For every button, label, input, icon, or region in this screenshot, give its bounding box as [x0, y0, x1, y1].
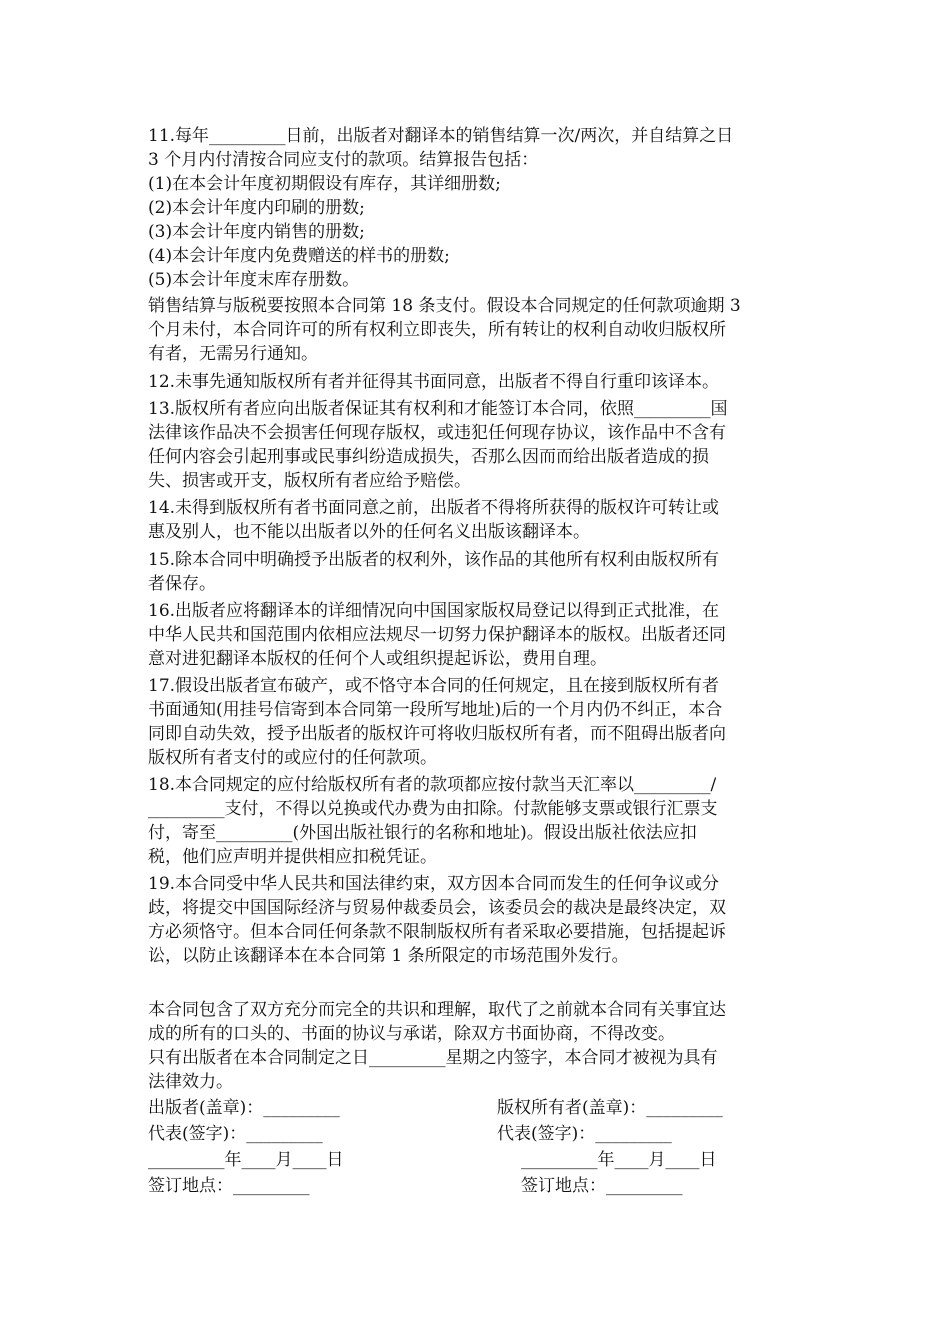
text-line: 意对进犯翻译本版权的任何个人或组织提起诉讼，费用自理。	[148, 649, 607, 669]
text-line: 15.除本合同中明确授予出版者的权利外，该作品的其他所有权利由版权所有	[148, 550, 720, 570]
owner-place-field: 签订地点：_________	[521, 1176, 683, 1196]
text-line: 本合同包含了双方充分而完全的共识和理解，取代了之前就本合同有关事宜达	[148, 1000, 726, 1020]
text-line: 失、损害或开支，版权所有者应给予赔偿。	[148, 471, 471, 491]
text-line: (2)本会计年度内印刷的册数;	[148, 198, 365, 218]
text-line: 付，寄至_________(外国出版社银行的名称和地址)。假设出版社依法应扣	[148, 823, 697, 843]
text-line: 同即自动失效，授予出版者的版权许可将收归版权所有者，而不阻碍出版者向	[148, 724, 726, 744]
text-line: 3 个月内付清按合同应支付的款项。结算报告包括：	[148, 150, 539, 170]
text-line: (1)在本会计年度初期假设有库存，其详细册数;	[148, 174, 501, 194]
text-line: 歧，将提交中国国际经济与贸易仲裁委员会，该委员会的裁决是最终决定，双	[148, 898, 726, 918]
text-line: 11.每年_________日前，出版者对翻译本的销售结算一次/两次，并自结算之日	[148, 126, 734, 146]
text-line: 法律效力。	[148, 1072, 233, 1092]
text-line: (3)本会计年度内销售的册数;	[148, 222, 365, 242]
text-line: 有者，无需另行通知。	[148, 344, 318, 364]
text-line: 14.未得到版权所有者书面同意之前，出版者不得将所获得的版权许可转让或	[148, 498, 720, 518]
text-line: 12.未事先通知版权所有者并征得其书面同意，出版者不得自行重印该译本。	[148, 372, 720, 392]
text-line: 只有出版者在本合同制定之日_________星期之内签字，本合同才被视为具有	[148, 1048, 718, 1068]
text-line: 惠及别人，也不能以出版者以外的任何名义出版该翻译本。	[148, 522, 590, 542]
text-line: 个月未付，本合同许可的所有权利立即丧失，所有转让的权利自动收归版权所	[148, 320, 726, 340]
text-line: 19.本合同受中华人民共和国法律约束，双方因本合同而发生的任何争议或分	[148, 874, 720, 894]
text-line: 17.假设出版者宣布破产，或不恪守本合同的任何规定，且在接到版权所有者	[148, 676, 720, 696]
text-line: 者保存。	[148, 574, 216, 594]
text-line: 税，他们应声明并提供相应扣税凭证。	[148, 847, 437, 867]
text-line: _________支付，不得以兑换或代办费为由扣除。付款能够支票或银行汇票支	[148, 799, 718, 819]
publisher-seal-field: 出版者(盖章)：_________	[148, 1098, 340, 1118]
text-line: 成的所有的口头的、书面的协议与承诺，除双方书面协商，不得改变。	[148, 1024, 675, 1044]
publisher-rep-field: 代表(签字)：_________	[148, 1124, 323, 1144]
text-line: 18.本合同规定的应付给版权所有者的款项都应按付款当天汇率以_________/	[148, 775, 717, 795]
text-line: 讼，以防止该翻译本在本合同第 1 条所限定的市场范围外发行。	[148, 946, 629, 966]
text-line: 13.版权所有者应向出版者保证其有权利和才能签订本合同，依照_________国	[148, 399, 728, 419]
text-line: 方必须恪守。但本合同任何条款不限制版权所有者采取必要措施，包括提起诉	[148, 922, 726, 942]
text-line: 任何内容会引起刑事或民事纠纷造成损失，否那么因而而给出版者造成的损	[148, 447, 709, 467]
text-line: 销售结算与版税要按照本合同第 18 条支付。假设本合同规定的任何款项逾期 3	[148, 296, 741, 316]
owner-seal-field: 版权所有者(盖章)：_________	[497, 1098, 723, 1118]
text-line: 中华人民共和国范围内依相应法规尽一切努力保护翻译本的版权。出版者还同	[148, 625, 726, 645]
text-line: 16.出版者应将翻译本的详细情况向中国国家版权局登记以得到正式批准，在	[148, 601, 720, 621]
owner-rep-field: 代表(签字)：_________	[497, 1124, 672, 1144]
text-line: 版权所有者支付的或应付的任何款项。	[148, 748, 437, 768]
text-line: 书面通知(用挂号信寄到本合同第一段所写地址)后的一个月内仍不纠正，本合	[148, 700, 723, 720]
text-line: (5)本会计年度末库存册数。	[148, 270, 360, 290]
text-line: 法律该作品决不会损害任何现存版权，或违犯任何现存协议，该作品中不含有	[148, 423, 726, 443]
owner-date-field: _________年____月____日	[521, 1150, 717, 1170]
publisher-date-field: _________年____月____日	[148, 1150, 344, 1170]
text-line: (4)本会计年度内免费赠送的样书的册数;	[148, 246, 450, 266]
publisher-place-field: 签订地点：_________	[148, 1176, 310, 1196]
